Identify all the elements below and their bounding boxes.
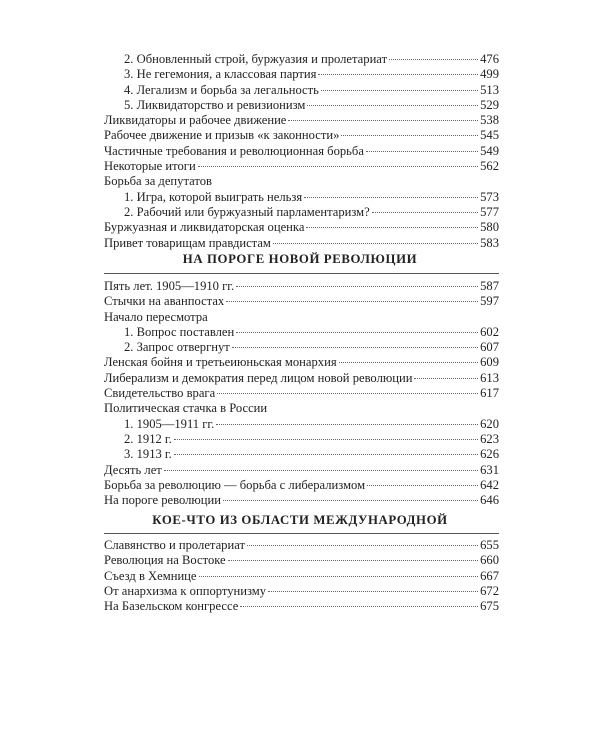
toc-entry bbox=[104, 67, 499, 82]
leader-dots bbox=[217, 393, 478, 394]
toc-entry-title: Частичные требования и революционная борьба bbox=[104, 143, 364, 158]
toc-entry-page: 642 bbox=[480, 477, 499, 492]
toc-entry-title: Ликвидаторы и рабочее движение bbox=[104, 113, 287, 128]
toc-entry-title: Революция на Востоке bbox=[104, 553, 226, 568]
toc-block-international bbox=[104, 538, 499, 614]
toc-entry-title: Свидетельство врага bbox=[104, 386, 216, 401]
toc-entry-title: Либерализм и демократия перед лицом новой революции bbox=[104, 370, 413, 385]
toc-entry-title: Буржуазная и ликвидаторская оценка bbox=[104, 220, 305, 235]
toc-entry bbox=[104, 584, 499, 599]
toc-entry bbox=[104, 371, 499, 386]
toc-entry bbox=[104, 599, 499, 614]
toc-entry-title: 3. 1913 г. bbox=[124, 447, 172, 462]
leader-dots bbox=[389, 59, 478, 60]
toc-entry-title: Славянство и пролетариат bbox=[104, 538, 245, 552]
leader-dots bbox=[321, 90, 478, 91]
toc-entry bbox=[104, 325, 499, 340]
toc-entry-title: 1. Вопрос поставлен bbox=[124, 324, 235, 339]
section-heading-international: КОЕ-ЧТО ИЗ ОБЛАСТИ МЕЖДУНАРОДНОЙ bbox=[152, 513, 448, 527]
leader-dots bbox=[164, 470, 478, 471]
toc-entry-title: Стычки на аванпостах bbox=[104, 294, 225, 309]
toc-entry-title: Борьба за революцию — борьба с либерализмом bbox=[104, 477, 366, 492]
toc-entry bbox=[104, 236, 499, 251]
leader-dots bbox=[228, 560, 478, 561]
toc-entry-title: Начало пересмотра bbox=[104, 309, 208, 324]
leader-dots bbox=[414, 378, 478, 379]
leader-dots bbox=[240, 606, 478, 607]
toc-entry-page: 529 bbox=[480, 97, 499, 112]
toc-entry bbox=[104, 190, 499, 205]
toc-entry-title: 2. Обновленный строй, буржуазия и пролетариат bbox=[124, 52, 388, 66]
toc-entry-page: 609 bbox=[480, 355, 499, 370]
toc-entry bbox=[104, 417, 499, 432]
toc-subheading bbox=[104, 174, 499, 189]
toc-entry bbox=[104, 569, 499, 584]
toc-entry-title: Пять лет. 1905—1910 гг. bbox=[104, 279, 235, 293]
leader-dots bbox=[273, 243, 478, 244]
toc-entry-title: Политическая стачка в России bbox=[104, 401, 268, 416]
toc-entry-page: 577 bbox=[480, 204, 499, 219]
toc-entry-page: 583 bbox=[480, 235, 499, 250]
toc-entry bbox=[104, 294, 499, 309]
toc-entry bbox=[104, 386, 499, 401]
toc-entry-page: 562 bbox=[480, 159, 499, 174]
toc-entry bbox=[104, 447, 499, 462]
leader-dots bbox=[288, 120, 478, 121]
toc-entry-title: 2. 1912 г. bbox=[124, 431, 172, 446]
toc-entry-page: 667 bbox=[480, 568, 499, 583]
toc-entry bbox=[104, 493, 499, 508]
leader-dots bbox=[232, 347, 478, 348]
leader-dots bbox=[216, 424, 478, 425]
leader-dots bbox=[367, 485, 478, 486]
toc-entry-page: 675 bbox=[480, 599, 499, 614]
leader-dots bbox=[226, 301, 478, 302]
toc-entry-title: Борьба за депутатов bbox=[104, 174, 212, 189]
toc-entry bbox=[104, 279, 499, 294]
toc-entry-title: Рабочее движение и призыв «к законности» bbox=[104, 128, 340, 143]
toc-entry-page: 580 bbox=[480, 220, 499, 235]
leader-dots bbox=[236, 332, 478, 333]
toc-entry-page: 620 bbox=[480, 416, 499, 431]
toc-entry bbox=[104, 52, 499, 67]
leader-dots bbox=[268, 591, 478, 592]
leader-dots bbox=[304, 197, 478, 198]
toc-block-new-revolution bbox=[104, 279, 499, 508]
toc-entry bbox=[104, 432, 499, 447]
toc-entry bbox=[104, 538, 499, 553]
toc-entry-title: На Базельском конгрессе bbox=[104, 599, 239, 614]
toc-entry bbox=[104, 340, 499, 355]
leader-dots bbox=[372, 212, 478, 213]
leader-dots bbox=[341, 135, 478, 136]
toc-entry-page: 613 bbox=[480, 370, 499, 385]
toc-entry-title: Съезд в Хемнице bbox=[104, 568, 197, 583]
leader-dots bbox=[174, 454, 478, 455]
toc-entry bbox=[104, 113, 499, 128]
toc-entry-page: 499 bbox=[480, 67, 499, 82]
toc-entry-page: 607 bbox=[480, 340, 499, 355]
toc-entry-title: 2. Рабочий или буржуазный парламентаризм? bbox=[124, 204, 370, 219]
toc-entry-title: Привет товарищам правдистам bbox=[104, 235, 271, 250]
leader-dots bbox=[318, 74, 478, 75]
toc-entry bbox=[104, 463, 499, 478]
leader-dots bbox=[223, 500, 478, 501]
toc-entry-page: 623 bbox=[480, 431, 499, 446]
leader-dots bbox=[236, 286, 478, 287]
toc-entry-page: 538 bbox=[480, 113, 499, 128]
toc-entry bbox=[104, 144, 499, 159]
toc-subheading bbox=[104, 401, 499, 416]
toc-entry bbox=[104, 355, 499, 370]
toc-entry-page: 513 bbox=[480, 82, 499, 97]
section-heading-new-revolution: НА ПОРОГЕ НОВОЙ РЕВОЛЮЦИИ bbox=[182, 252, 418, 266]
leader-dots bbox=[198, 166, 478, 167]
section-rule bbox=[104, 533, 499, 534]
toc-entry-title: 2. Запрос отвергнут bbox=[124, 340, 230, 355]
toc-entry-page: 549 bbox=[480, 143, 499, 158]
toc-entry-page: 597 bbox=[480, 294, 499, 309]
toc-entry-title: Некоторые итоги bbox=[104, 159, 196, 174]
toc-entry bbox=[104, 128, 499, 143]
toc-subheading bbox=[104, 310, 499, 325]
leader-dots bbox=[199, 576, 479, 577]
toc-entry-page: 646 bbox=[480, 493, 499, 508]
toc-entry-title: 4. Легализм и борьба за легальность bbox=[124, 82, 319, 97]
toc-entry-title: На пороге революции bbox=[104, 493, 221, 508]
toc-entry-page: 573 bbox=[480, 189, 499, 204]
section-rule bbox=[104, 273, 499, 274]
toc-entry bbox=[104, 205, 499, 220]
toc-entry-title: От анархизма к оппортунизму bbox=[104, 583, 267, 598]
toc-entry bbox=[104, 220, 499, 235]
leader-dots bbox=[339, 362, 478, 363]
toc-entry-page: 655 bbox=[480, 538, 499, 552]
toc-block-continued bbox=[104, 52, 499, 251]
leader-dots bbox=[307, 105, 478, 106]
toc-entry bbox=[104, 159, 499, 174]
toc-entry-page: 602 bbox=[480, 324, 499, 339]
toc-entry-title: 1. 1905—1911 гг. bbox=[124, 416, 215, 431]
leader-dots bbox=[174, 439, 478, 440]
toc-entry-page: 545 bbox=[480, 128, 499, 143]
toc-entry-title: Ленская бойня и третьеиюньская монархия bbox=[104, 355, 337, 370]
toc-entry-title: Десять лет bbox=[104, 462, 162, 477]
toc-entry-page: 660 bbox=[480, 553, 499, 568]
toc-entry-title: 3. Не гегемония, а классовая партия bbox=[124, 67, 317, 82]
toc-entry-page: 476 bbox=[480, 52, 499, 66]
toc-entry-page: 587 bbox=[480, 279, 499, 293]
leader-dots bbox=[306, 227, 478, 228]
toc-entry bbox=[104, 83, 499, 98]
toc-entry bbox=[104, 98, 499, 113]
toc-entry-page: 672 bbox=[480, 583, 499, 598]
toc-entry-title: 1. Игра, которой выиграть нельзя bbox=[124, 189, 303, 204]
toc-entry bbox=[104, 553, 499, 568]
toc-entry-title: 5. Ликвидаторство и ревизионизм bbox=[124, 97, 306, 112]
leader-dots bbox=[366, 151, 478, 152]
toc-entry-page: 617 bbox=[480, 386, 499, 401]
toc-entry bbox=[104, 478, 499, 493]
toc-entry-page: 626 bbox=[480, 447, 499, 462]
toc-entry-page: 631 bbox=[480, 462, 499, 477]
leader-dots bbox=[247, 545, 478, 546]
